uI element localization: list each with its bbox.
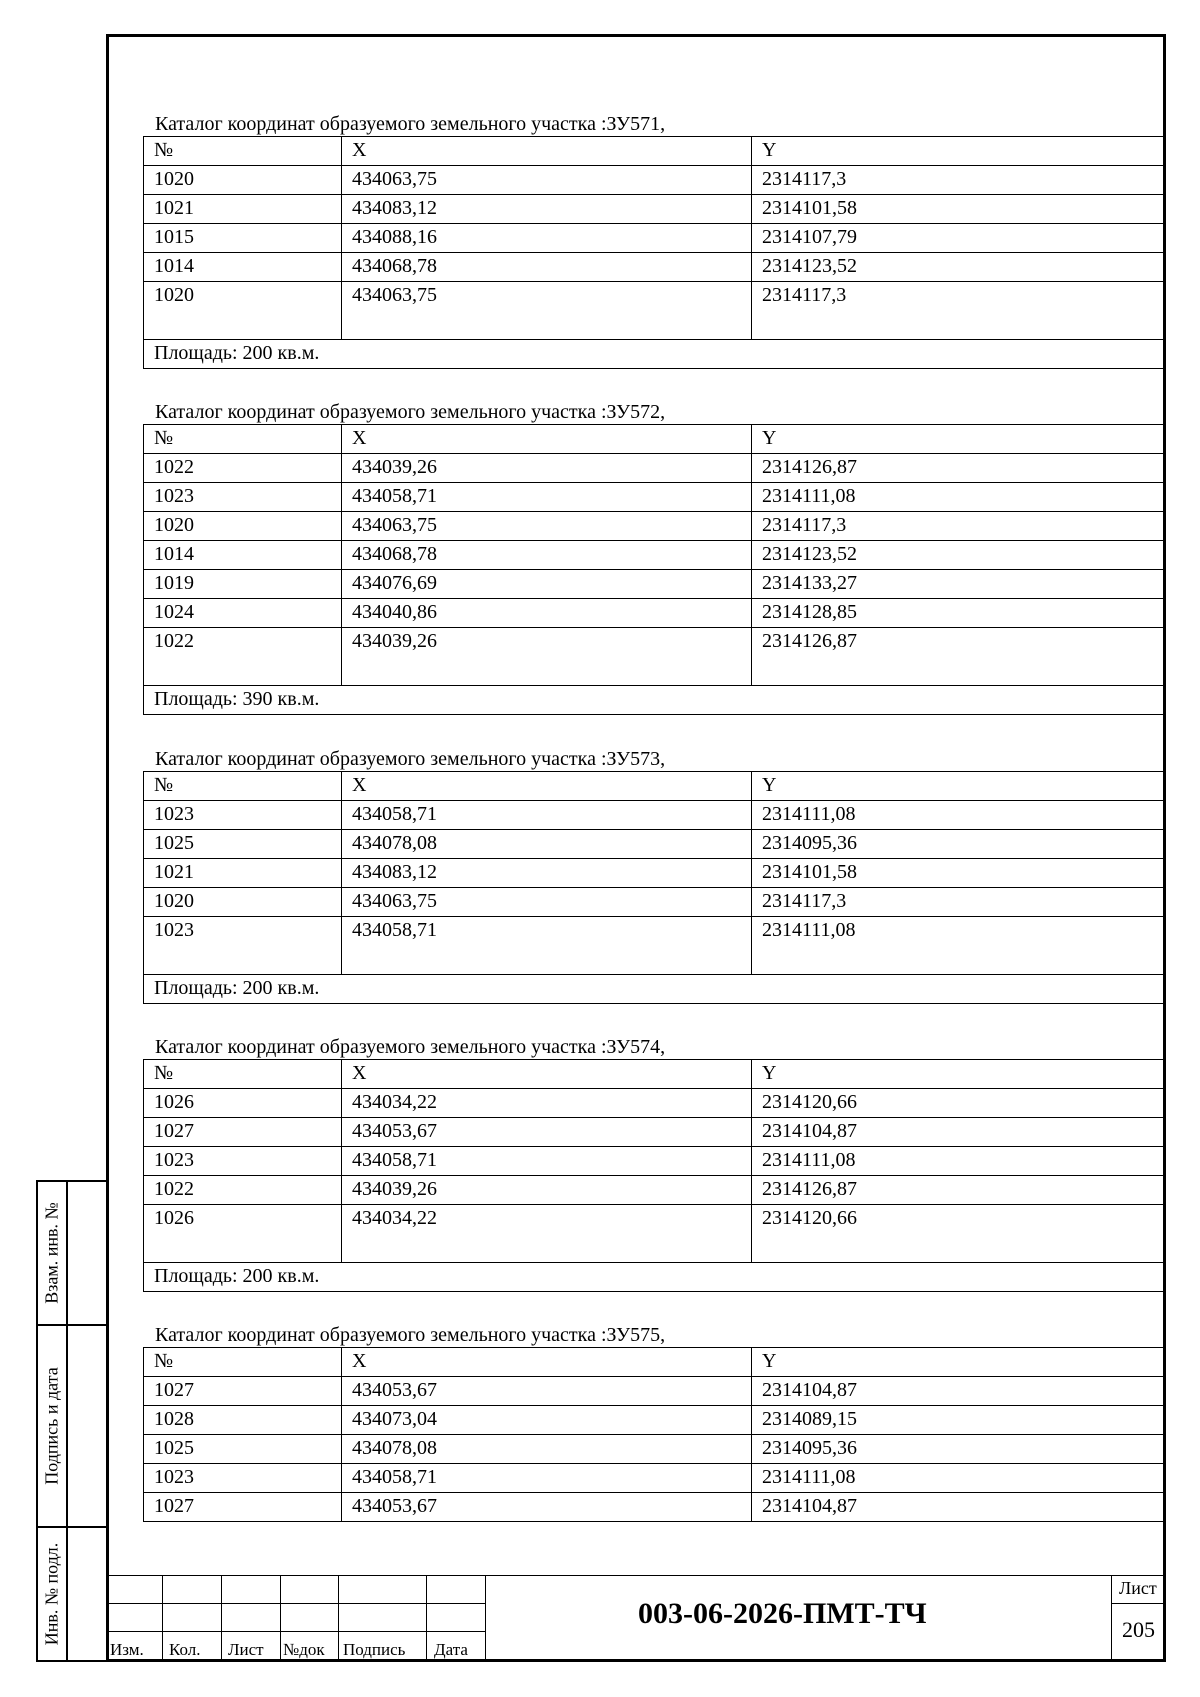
catalog-title: Каталог координат образуемого земельного участка :ЗУ572, xyxy=(155,401,666,423)
cell-y: 2314111,08 xyxy=(752,1147,1164,1176)
cell-x: 434058,71 xyxy=(342,1464,752,1493)
column-header-x: X xyxy=(342,1060,752,1089)
cell-y: 2314126,87 xyxy=(752,1176,1164,1205)
cell-x: 434034,22 xyxy=(342,1089,752,1118)
cell-no: 1027 xyxy=(144,1377,342,1406)
col-ndok: №док xyxy=(283,1640,325,1659)
cell-y: 2314089,15 xyxy=(752,1406,1164,1435)
table-header-row xyxy=(144,425,1164,454)
cell-y: 2314123,52 xyxy=(752,253,1164,282)
cell-y: 2314095,36 xyxy=(752,1435,1164,1464)
table-header-row xyxy=(144,137,1164,166)
cell-no: 1023 xyxy=(144,917,342,975)
cell-x: 434083,12 xyxy=(342,195,752,224)
table-row xyxy=(144,859,1164,888)
cell-y: 2314117,3 xyxy=(752,282,1164,340)
cell-x: 434058,71 xyxy=(342,801,752,830)
column-header-x: X xyxy=(342,137,752,166)
table-row xyxy=(144,282,1164,340)
sheet-number: 205 xyxy=(1122,1617,1155,1642)
cell-y: 2314126,87 xyxy=(752,454,1164,483)
cell-x: 434039,26 xyxy=(342,1176,752,1205)
area-row xyxy=(144,975,1164,1004)
cell-no: 1027 xyxy=(144,1493,342,1522)
cell-y: 2314101,58 xyxy=(752,195,1164,224)
cell-x: 434058,71 xyxy=(342,917,752,975)
table-row xyxy=(144,1089,1164,1118)
cell-y: 2314128,85 xyxy=(752,599,1164,628)
cell-x: 434053,67 xyxy=(342,1493,752,1522)
table-row xyxy=(144,1377,1164,1406)
table-header-row xyxy=(144,1060,1164,1089)
cell-x: 434040,86 xyxy=(342,599,752,628)
cell-no: 1022 xyxy=(144,454,342,483)
side-label-vzam: Взам. инв. № xyxy=(41,1202,62,1304)
cell-y: 2314111,08 xyxy=(752,917,1164,975)
side-stamp-vzam xyxy=(36,1180,106,1326)
cell-x: 434068,78 xyxy=(342,253,752,282)
coordinates-table xyxy=(143,1347,1164,1522)
table-header-row xyxy=(144,772,1164,801)
cell-no: 1015 xyxy=(144,224,342,253)
table-row xyxy=(144,454,1164,483)
table-row xyxy=(144,570,1164,599)
cell-x: 434078,08 xyxy=(342,830,752,859)
cell-no: 1020 xyxy=(144,282,342,340)
cell-x: 434068,78 xyxy=(342,541,752,570)
cell-no: 1020 xyxy=(144,888,342,917)
cell-x: 434076,69 xyxy=(342,570,752,599)
column-header-y: Y xyxy=(752,137,1164,166)
table-row xyxy=(144,1205,1164,1263)
cell-no: 1014 xyxy=(144,253,342,282)
table-row xyxy=(144,483,1164,512)
coordinates-table xyxy=(143,424,1164,715)
table-row xyxy=(144,512,1164,541)
table-row xyxy=(144,1176,1164,1205)
table-row xyxy=(144,1118,1164,1147)
column-header-no: № xyxy=(144,137,342,166)
table-row xyxy=(144,830,1164,859)
side-stamp-inv xyxy=(36,1528,106,1662)
cell-y: 2314133,27 xyxy=(752,570,1164,599)
cell-y: 2314117,3 xyxy=(752,166,1164,195)
area-row xyxy=(144,1263,1164,1292)
sheet-label: Лист xyxy=(1119,1578,1157,1598)
column-header-y: Y xyxy=(752,1348,1164,1377)
cell-y: 2314117,3 xyxy=(752,888,1164,917)
title-block xyxy=(106,1575,1166,1662)
document-code: 003-06-2026-ПМТ-ТЧ xyxy=(638,1597,927,1630)
cell-no: 1026 xyxy=(144,1205,342,1263)
cell-x: 434063,75 xyxy=(342,512,752,541)
table-row xyxy=(144,599,1164,628)
cell-no: 1023 xyxy=(144,483,342,512)
column-header-x: X xyxy=(342,425,752,454)
area-value: Площадь: 200 кв.м. xyxy=(144,1263,1164,1292)
column-header-no: № xyxy=(144,425,342,454)
cell-x: 434083,12 xyxy=(342,859,752,888)
table-row xyxy=(144,1147,1164,1176)
cell-no: 1021 xyxy=(144,859,342,888)
cell-no: 1028 xyxy=(144,1406,342,1435)
cell-y: 2314104,87 xyxy=(752,1377,1164,1406)
table-row xyxy=(144,1435,1164,1464)
col-izm: Изм. xyxy=(110,1640,144,1659)
table-row xyxy=(144,888,1164,917)
catalog-title: Каталог координат образуемого земельного участка :ЗУ571, xyxy=(155,113,666,135)
cell-y: 2314111,08 xyxy=(752,801,1164,830)
catalog-section xyxy=(143,1035,1163,1292)
cell-no: 1022 xyxy=(144,628,342,686)
cell-no: 1022 xyxy=(144,1176,342,1205)
coordinates-table xyxy=(143,1059,1164,1292)
cell-x: 434053,67 xyxy=(342,1118,752,1147)
cell-no: 1020 xyxy=(144,512,342,541)
col-podpis: Подпись xyxy=(343,1640,406,1659)
col-list: Лист xyxy=(228,1640,264,1659)
cell-y: 2314120,66 xyxy=(752,1205,1164,1263)
cell-y: 2314095,36 xyxy=(752,830,1164,859)
cell-x: 434063,75 xyxy=(342,282,752,340)
cell-y: 2314111,08 xyxy=(752,483,1164,512)
area-value: Площадь: 200 кв.м. xyxy=(144,975,1164,1004)
side-label-inv: Инв. № подл. xyxy=(41,1542,62,1646)
table-row xyxy=(144,628,1164,686)
cell-y: 2314120,66 xyxy=(752,1089,1164,1118)
cell-no: 1026 xyxy=(144,1089,342,1118)
cell-y: 2314111,08 xyxy=(752,1464,1164,1493)
side-label-podpis: Подпись и дата xyxy=(41,1367,62,1485)
cell-no: 1021 xyxy=(144,195,342,224)
cell-y: 2314104,87 xyxy=(752,1493,1164,1522)
area-row xyxy=(144,686,1164,715)
cell-x: 434058,71 xyxy=(342,1147,752,1176)
catalog-section xyxy=(143,1323,1163,1522)
cell-no: 1024 xyxy=(144,599,342,628)
coordinates-table xyxy=(143,136,1164,369)
catalog-title: Каталог координат образуемого земельного участка :ЗУ574, xyxy=(155,1036,666,1058)
cell-y: 2314107,79 xyxy=(752,224,1164,253)
cell-no: 1023 xyxy=(144,1147,342,1176)
table-row xyxy=(144,1406,1164,1435)
table-header-row xyxy=(144,1348,1164,1377)
cell-x: 434073,04 xyxy=(342,1406,752,1435)
area-value: Площадь: 390 кв.м. xyxy=(144,686,1164,715)
table-row xyxy=(144,801,1164,830)
cell-y: 2314123,52 xyxy=(752,541,1164,570)
cell-x: 434058,71 xyxy=(342,483,752,512)
col-data: Дата xyxy=(434,1640,468,1659)
area-value: Площадь: 200 кв.м. xyxy=(144,340,1164,369)
cell-x: 434078,08 xyxy=(342,1435,752,1464)
coordinates-table xyxy=(143,771,1164,1004)
cell-x: 434088,16 xyxy=(342,224,752,253)
cell-x: 434063,75 xyxy=(342,166,752,195)
table-row xyxy=(144,224,1164,253)
cell-y: 2314104,87 xyxy=(752,1118,1164,1147)
cell-no: 1020 xyxy=(144,166,342,195)
column-header-x: X xyxy=(342,1348,752,1377)
area-row xyxy=(144,340,1164,369)
cell-y: 2314126,87 xyxy=(752,628,1164,686)
catalog-section xyxy=(143,112,1163,369)
cell-y: 2314101,58 xyxy=(752,859,1164,888)
cell-y: 2314117,3 xyxy=(752,512,1164,541)
cell-x: 434039,26 xyxy=(342,628,752,686)
column-header-y: Y xyxy=(752,772,1164,801)
catalog-title: Каталог координат образуемого земельного участка :ЗУ573, xyxy=(155,748,666,770)
cell-x: 434053,67 xyxy=(342,1377,752,1406)
column-header-y: Y xyxy=(752,1060,1164,1089)
column-header-y: Y xyxy=(752,425,1164,454)
cell-x: 434034,22 xyxy=(342,1205,752,1263)
cell-no: 1014 xyxy=(144,541,342,570)
cell-no: 1025 xyxy=(144,1435,342,1464)
cell-no: 1025 xyxy=(144,830,342,859)
catalog-title: Каталог координат образуемого земельного участка :ЗУ575, xyxy=(155,1324,666,1346)
column-header-no: № xyxy=(144,1348,342,1377)
cell-no: 1027 xyxy=(144,1118,342,1147)
table-row xyxy=(144,1464,1164,1493)
cell-x: 434063,75 xyxy=(342,888,752,917)
cell-x: 434039,26 xyxy=(342,454,752,483)
cell-no: 1019 xyxy=(144,570,342,599)
table-row xyxy=(144,195,1164,224)
catalog-section xyxy=(143,400,1163,715)
column-header-no: № xyxy=(144,1060,342,1089)
table-row xyxy=(144,166,1164,195)
table-row xyxy=(144,541,1164,570)
catalog-section xyxy=(143,747,1163,1004)
table-row xyxy=(144,917,1164,975)
column-header-no: № xyxy=(144,772,342,801)
table-row xyxy=(144,1493,1164,1522)
cell-no: 1023 xyxy=(144,1464,342,1493)
column-header-x: X xyxy=(342,772,752,801)
col-kol: Кол. xyxy=(169,1640,201,1659)
table-row xyxy=(144,253,1164,282)
cell-no: 1023 xyxy=(144,801,342,830)
side-stamp-podpis xyxy=(36,1326,106,1528)
